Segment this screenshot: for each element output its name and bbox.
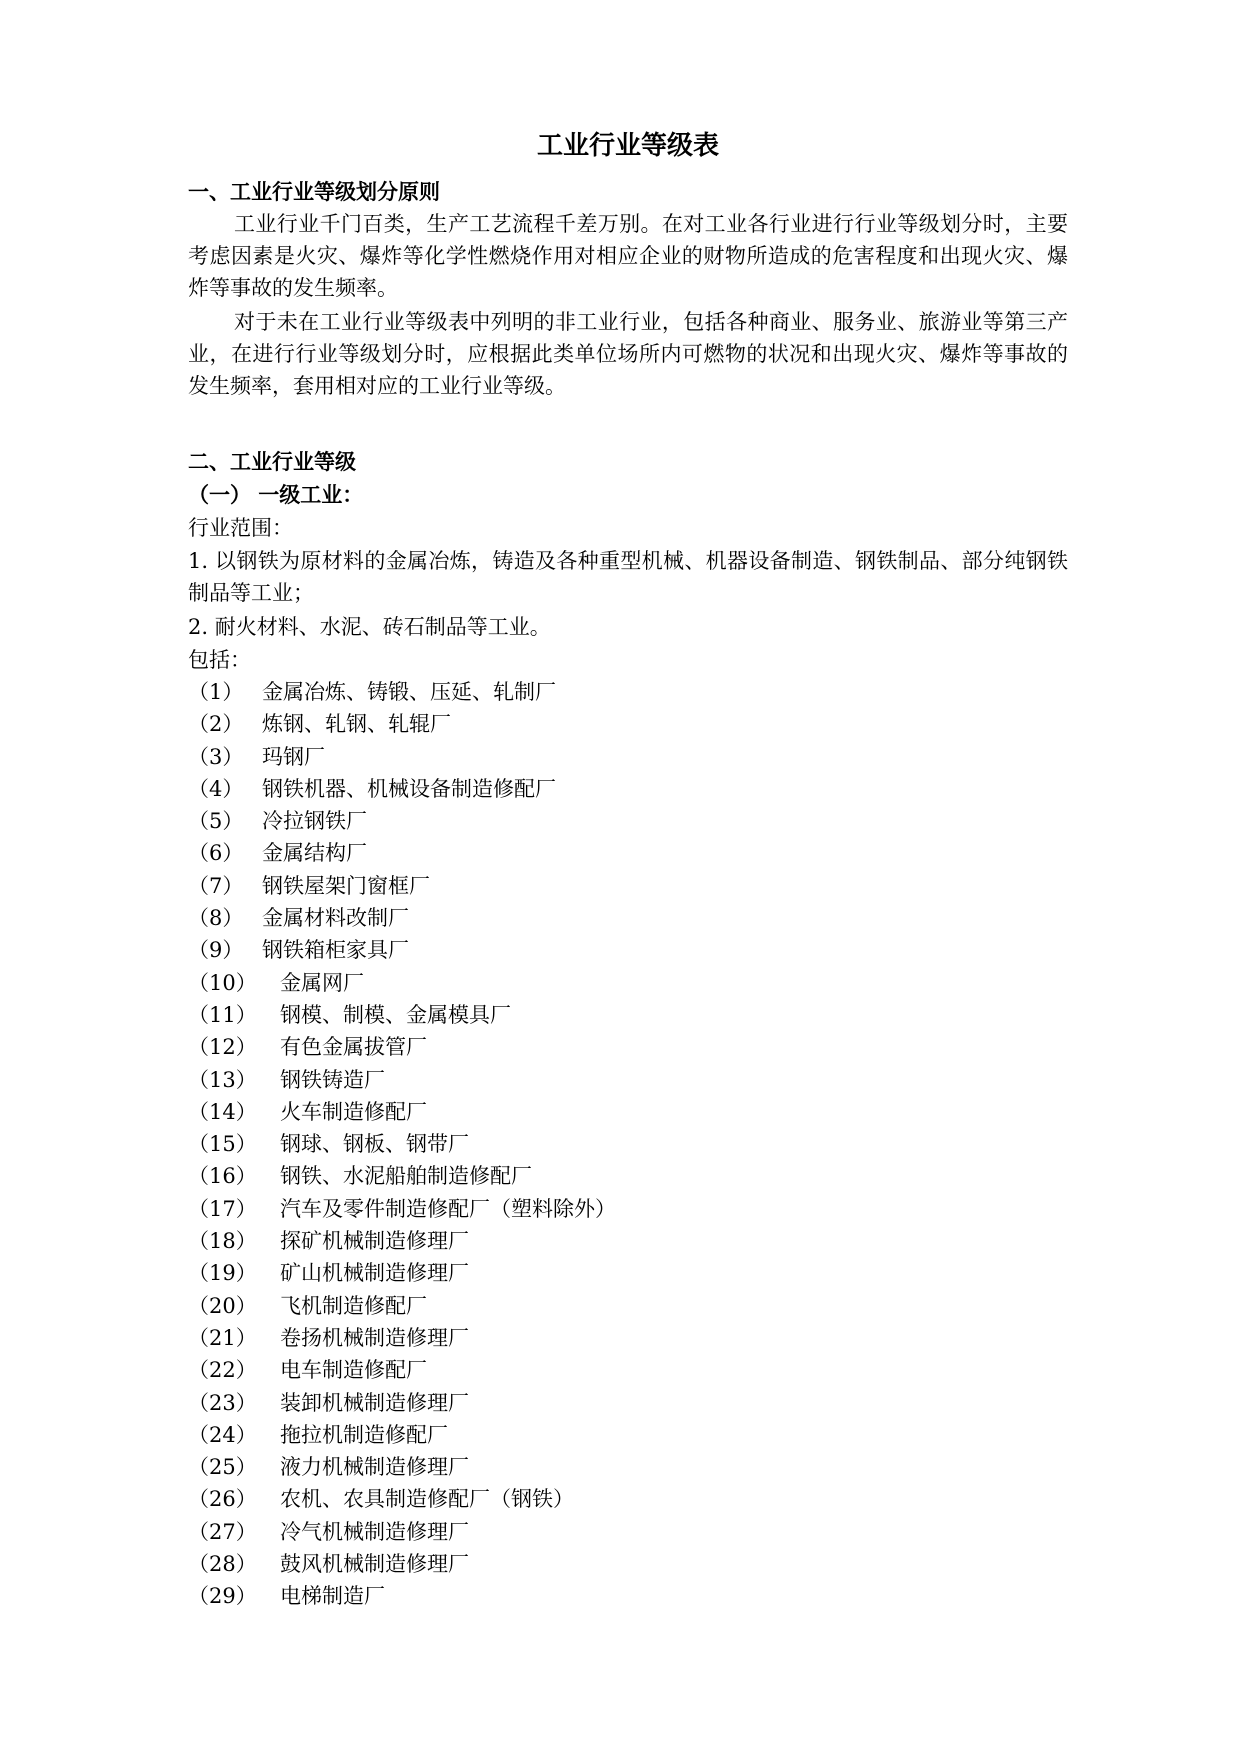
- list-item-number: （2）: [188, 712, 244, 737]
- list-item-text: 冷气机械制造修理厂: [280, 1519, 469, 1544]
- list-item: [188, 1128, 1068, 1160]
- list-item: [188, 1160, 1068, 1192]
- list-item-text: 电车制造修配厂: [280, 1358, 427, 1383]
- list-item: [188, 1257, 1068, 1289]
- list-item-number: （8）: [188, 906, 244, 931]
- list-item-text: 炼钢、轧钢、轧辊厂: [262, 712, 451, 737]
- list-item: [188, 1322, 1068, 1354]
- list-item: [188, 1451, 1068, 1483]
- list-item: [188, 1225, 1068, 1257]
- list-item-number: （23）: [188, 1390, 257, 1415]
- list-item: [188, 1580, 1068, 1612]
- scope-item-2: 2. 耐火材料、水泥、砖石制品等工业。: [188, 615, 551, 639]
- list-item-text: 汽车及零件制造修配厂（塑料除外）: [280, 1196, 616, 1221]
- section-1-paragraph-1: 工业行业千门百类，生产工艺流程千差万别。在对工业各行业进行行业等级划分时，主要考虑因素是火灾、爆炸等化学性燃烧作用对相应企业的财物所造成的危害程度和出现火灾、爆炸等事故的发生频率。: [188, 212, 1068, 300]
- list-item: [188, 741, 1068, 773]
- list-item-number: （9）: [188, 938, 244, 963]
- list-item: [188, 1387, 1068, 1419]
- list-item-number: （12）: [188, 1035, 257, 1060]
- list-item: [188, 708, 1068, 740]
- list-item: [188, 837, 1068, 869]
- list-item-number: （6）: [188, 841, 244, 866]
- list-item-number: （20）: [188, 1293, 257, 1318]
- list-item-number: （7）: [188, 873, 244, 898]
- list-item: [188, 1354, 1068, 1386]
- list-item-number: （29）: [188, 1584, 257, 1609]
- list-item: [188, 1031, 1068, 1063]
- list-item-number: （17）: [188, 1196, 257, 1221]
- list-item-number: （22）: [188, 1358, 257, 1383]
- list-item-text: 农机、农具制造修配厂（钢铁）: [280, 1487, 574, 1512]
- list-item-text: 钢球、钢板、钢带厂: [280, 1132, 469, 1157]
- list-item-text: 钢模、制模、金属模具厂: [280, 1002, 511, 1027]
- list-item: [188, 1290, 1068, 1322]
- list-item-text: 拖拉机制造修配厂: [280, 1422, 448, 1447]
- list-item-number: （16）: [188, 1164, 257, 1189]
- list-item-text: 电梯制造厂: [280, 1584, 385, 1609]
- list-item-text: 探矿机械制造修理厂: [280, 1229, 469, 1254]
- list-item-text: 钢铁箱柜家具厂: [262, 938, 409, 963]
- list-item-number: （21）: [188, 1325, 257, 1350]
- list-item-text: 矿山机械制造修理厂: [280, 1261, 469, 1286]
- list-item-number: （3）: [188, 744, 244, 769]
- list-item-number: （11）: [188, 1002, 257, 1027]
- page-title: 工业行业等级表: [536, 131, 719, 161]
- list-item-number: （27）: [188, 1519, 257, 1544]
- scope-label: 行业范围：: [188, 516, 293, 540]
- subsection-heading-level-1: （一） 一级工业：: [188, 483, 364, 507]
- list-item-text: 鼓风机械制造修理厂: [280, 1552, 469, 1577]
- list-item: [188, 1516, 1068, 1548]
- list-item-number: （18）: [188, 1229, 257, 1254]
- list-item-text: 冷拉钢铁厂: [262, 809, 367, 834]
- section-2-heading: 二、工业行业等级: [188, 450, 356, 474]
- list-item-number: （15）: [188, 1132, 257, 1157]
- include-label: 包括：: [188, 648, 251, 672]
- list-item: [188, 1419, 1068, 1451]
- section-1-paragraph-2: 对于未在工业行业等级表中列明的非工业行业，包括各种商业、服务业、旅游业等第三产业，在进行行业等级划分时，应根据此类单位场所内可燃物的状况和出现火灾、爆炸等事故的发生频率，套用相对应的工业行业等级。: [188, 310, 1068, 398]
- list-item-text: 装卸机械制造修理厂: [280, 1390, 469, 1415]
- list-item: [188, 1548, 1068, 1580]
- list-item: [188, 1096, 1068, 1128]
- list-item-number: （25）: [188, 1455, 257, 1480]
- list-item: [188, 1193, 1068, 1225]
- list-item-text: 卷扬机械制造修理厂: [280, 1325, 469, 1350]
- list-item: [188, 1483, 1068, 1515]
- list-item-text: 钢铁、水泥船舶制造修配厂: [280, 1164, 532, 1189]
- list-item: [188, 967, 1068, 999]
- list-item-text: 金属冶炼、铸锻、压延、轧制厂: [262, 680, 556, 704]
- list-item-number: （28）: [188, 1552, 257, 1577]
- list-item: [188, 999, 1068, 1031]
- list-item-text: 火车制造修配厂: [280, 1099, 427, 1124]
- list-item-text: 金属网厂: [280, 970, 364, 995]
- list-item-text: 液力机械制造修理厂: [280, 1455, 469, 1480]
- list-item-number: （4）: [188, 776, 244, 801]
- list-item-number: （10）: [188, 970, 257, 995]
- list-item-number: （14）: [188, 1099, 257, 1124]
- list-item: [188, 1064, 1068, 1096]
- list-item-text: 钢铁铸造厂: [280, 1067, 385, 1092]
- list-item: [188, 902, 1068, 934]
- industry-list: [188, 676, 1068, 1613]
- list-item: [188, 676, 1068, 708]
- list-item-text: 金属结构厂: [262, 841, 367, 866]
- list-item: [188, 934, 1068, 966]
- list-item: [188, 870, 1068, 902]
- list-item-number: （24）: [188, 1422, 257, 1447]
- list-item-text: 飞机制造修配厂: [280, 1293, 427, 1318]
- list-item-number: （26）: [188, 1487, 257, 1512]
- list-item-number: （19）: [188, 1261, 257, 1286]
- list-item-text: 钢铁机器、机械设备制造修配厂: [262, 776, 556, 801]
- list-item-text: 有色金属拔管厂: [280, 1035, 427, 1060]
- list-item-text: 钢铁屋架门窗框厂: [262, 873, 430, 898]
- list-item-number: （5）: [188, 809, 244, 834]
- list-item-number: （1）: [188, 680, 244, 704]
- list-item-number: （13）: [188, 1067, 257, 1092]
- list-item: [188, 773, 1068, 805]
- list-item: [188, 805, 1068, 837]
- list-item-text: 金属材料改制厂: [262, 906, 409, 931]
- section-1-heading: 一、工业行业等级划分原则: [188, 180, 440, 204]
- list-item-text: 玛钢厂: [262, 744, 325, 769]
- scope-item-1: 1. 以钢铁为原材料的金属冶炼，铸造及各种重型机械、机器设备制造、钢铁制品、部分纯钢铁制品等工业；: [188, 549, 1068, 605]
